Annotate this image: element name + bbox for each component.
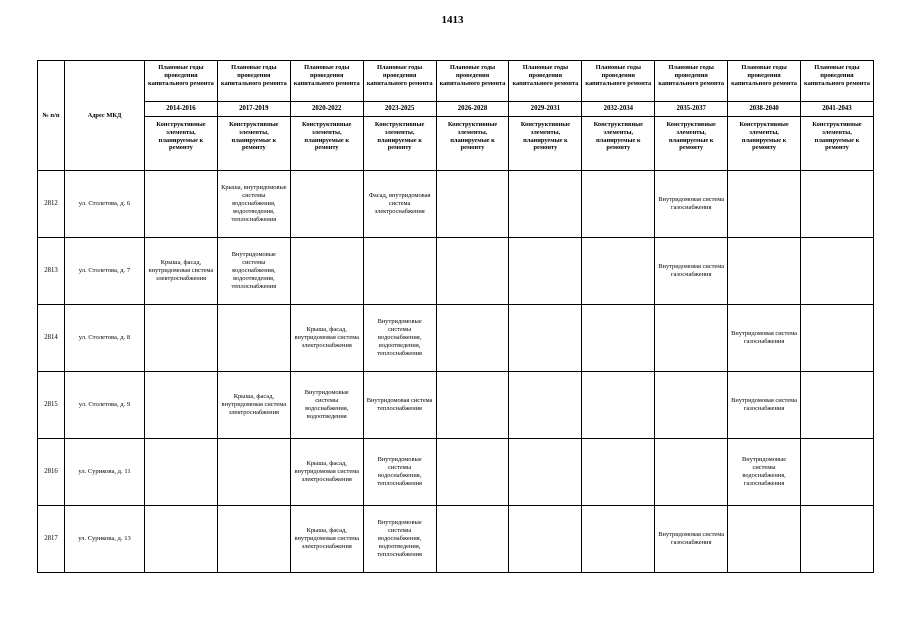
repair-elements-cell: Крыша, фасад, внутридомовая система электроснабжения (290, 506, 363, 573)
table-row (38, 238, 874, 305)
header-row-periods (38, 102, 874, 117)
repair-elements-cell: Внутридомовая система теплоснабжения (363, 372, 436, 439)
capital-repair-schedule-table (37, 60, 874, 573)
column-header-plan-title: Плановые годы проведения капитального ремонта (655, 61, 728, 102)
row-number: 2817 (38, 506, 65, 573)
column-header-plan-title: Плановые годы проведения капитального ремонта (509, 61, 582, 102)
row-number: 2812 (38, 171, 65, 238)
repair-elements-cell (582, 305, 655, 372)
repair-elements-cell (801, 506, 874, 573)
repair-elements-cell (290, 171, 363, 238)
column-header-period: 2014-2016 (145, 102, 218, 117)
repair-elements-cell (363, 238, 436, 305)
column-header-period: 2032-2034 (582, 102, 655, 117)
repair-elements-cell (436, 238, 509, 305)
row-number: 2814 (38, 305, 65, 372)
repair-elements-cell: Внутридомовая система газоснабжения (655, 171, 728, 238)
table-row (38, 372, 874, 439)
repair-elements-cell (582, 171, 655, 238)
repair-elements-cell (509, 171, 582, 238)
column-header-address: Адрес МКД (65, 61, 145, 171)
column-header-elements: Конструктивные элементы, планируемые к ремонту (436, 117, 509, 171)
row-address: ул. Столетова, д. 6 (65, 171, 145, 238)
repair-elements-cell: Внутридомовые системы водоснабжения, теплоснабжения (363, 439, 436, 506)
repair-elements-cell (728, 171, 801, 238)
repair-elements-cell (436, 506, 509, 573)
column-header-plan-title: Плановые годы проведения капитального ремонта (145, 61, 218, 102)
column-header-period: 2038-2040 (728, 102, 801, 117)
column-header-plan-title: Плановые годы проведения капитального ремонта (217, 61, 290, 102)
repair-elements-cell (217, 305, 290, 372)
row-address: ул. Сурикова, д. 13 (65, 506, 145, 573)
repair-elements-cell (436, 372, 509, 439)
column-header-period: 2026-2028 (436, 102, 509, 117)
repair-elements-cell (509, 372, 582, 439)
repair-elements-cell: Внутридомовая система газоснабжения (728, 372, 801, 439)
column-header-plan-title: Плановые годы проведения капитального ремонта (363, 61, 436, 102)
repair-elements-cell (436, 171, 509, 238)
repair-elements-cell (217, 506, 290, 573)
header-row-titles (38, 61, 874, 102)
repair-elements-cell (145, 171, 218, 238)
repair-elements-cell (290, 238, 363, 305)
table-row (38, 439, 874, 506)
repair-elements-cell: Внутридомовые системы водоснабжения, газоснабжения (728, 439, 801, 506)
repair-elements-cell (509, 305, 582, 372)
row-address: ул. Сурикова, д. 11 (65, 439, 145, 506)
column-header-period: 2017-2019 (217, 102, 290, 117)
row-number: 2813 (38, 238, 65, 305)
column-header-period: 2041-2043 (801, 102, 874, 117)
repair-elements-cell (801, 171, 874, 238)
repair-elements-cell: Внутридомовые системы водоснабжения, водоотведения, теплоснабжения (363, 506, 436, 573)
repair-elements-cell (582, 372, 655, 439)
repair-elements-cell (655, 372, 728, 439)
row-address: ул. Столетова, д. 7 (65, 238, 145, 305)
repair-elements-cell: Внутридомовые системы водоснабжения, водоотведения, теплоснабжения (217, 238, 290, 305)
column-header-period: 2035-2037 (655, 102, 728, 117)
column-header-elements: Конструктивные элементы, планируемые к ремонту (801, 117, 874, 171)
repair-elements-cell: Внутридомовые системы водоснабжения, водоотведения (290, 372, 363, 439)
header-row-elements (38, 117, 874, 171)
row-address: ул. Столетова, д. 8 (65, 305, 145, 372)
table-body (38, 61, 874, 573)
repair-elements-cell (509, 439, 582, 506)
repair-elements-cell (655, 305, 728, 372)
column-header-elements: Конструктивные элементы, планируемые к ремонту (363, 117, 436, 171)
repair-elements-cell: Внутридомовые системы водоснабжения, водоотведения, теплоснабжения (363, 305, 436, 372)
repair-elements-cell: Внутридомовая система газоснабжения (728, 305, 801, 372)
column-header-plan-title: Плановые годы проведения капитального ремонта (290, 61, 363, 102)
table-row (38, 171, 874, 238)
repair-elements-cell (582, 506, 655, 573)
repair-elements-cell (509, 238, 582, 305)
page-number: 1413 (441, 14, 464, 26)
column-header-elements: Конструктивные элементы, планируемые к ремонту (145, 117, 218, 171)
repair-elements-cell (436, 305, 509, 372)
repair-elements-cell: Крыша, фасад, внутридомовая система электроснабжения (290, 439, 363, 506)
column-header-elements: Конструктивные элементы, планируемые к ремонту (655, 117, 728, 171)
repair-elements-cell (582, 439, 655, 506)
table-row (38, 305, 874, 372)
column-header-elements: Конструктивные элементы, планируемые к ремонту (509, 117, 582, 171)
repair-elements-cell (728, 238, 801, 305)
repair-elements-cell (509, 506, 582, 573)
column-header-elements: Конструктивные элементы, планируемые к ремонту (728, 117, 801, 171)
column-header-num: № п/п (38, 61, 65, 171)
repair-elements-cell (145, 439, 218, 506)
column-header-plan-title: Плановые годы проведения капитального ремонта (801, 61, 874, 102)
repair-elements-cell (801, 439, 874, 506)
column-header-period: 2029-2031 (509, 102, 582, 117)
repair-elements-cell (801, 372, 874, 439)
repair-elements-cell (436, 439, 509, 506)
repair-elements-cell (801, 238, 874, 305)
repair-elements-cell: Крыша, фасад, внутридомовая система электроснабжения (145, 238, 218, 305)
repair-elements-cell: Крыша, внутридомовые системы водоснабжения, водоотведения, теплоснабжения (217, 171, 290, 238)
repair-elements-cell (801, 305, 874, 372)
column-header-plan-title: Плановые годы проведения капитального ремонта (436, 61, 509, 102)
repair-elements-cell (728, 506, 801, 573)
row-number: 2816 (38, 439, 65, 506)
column-header-elements: Конструктивные элементы, планируемые к ремонту (290, 117, 363, 171)
column-header-elements: Конструктивные элементы, планируемые к ремонту (217, 117, 290, 171)
row-number: 2815 (38, 372, 65, 439)
column-header-plan-title: Плановые годы проведения капитального ремонта (728, 61, 801, 102)
repair-elements-cell (655, 439, 728, 506)
repair-elements-cell (217, 439, 290, 506)
repair-elements-cell: Внутридомовая система газоснабжения (655, 506, 728, 573)
repair-elements-cell (145, 372, 218, 439)
table-row (38, 506, 874, 573)
repair-elements-cell: Крыша, фасад, внутридомовая система электроснабжения (217, 372, 290, 439)
column-header-period: 2023-2025 (363, 102, 436, 117)
row-address: ул. Столетова, д. 9 (65, 372, 145, 439)
repair-elements-cell: Крыша, фасад, внутридомовая система электроснабжения (290, 305, 363, 372)
repair-elements-cell (582, 238, 655, 305)
repair-elements-cell: Внутридомовая система газоснабжения (655, 238, 728, 305)
repair-elements-cell (145, 305, 218, 372)
column-header-elements: Конструктивные элементы, планируемые к ремонту (582, 117, 655, 171)
column-header-plan-title: Плановые годы проведения капитального ремонта (582, 61, 655, 102)
column-header-period: 2020-2022 (290, 102, 363, 117)
repair-elements-cell: Фасад, внутридомовая система электроснабжения (363, 171, 436, 238)
repair-elements-cell (145, 506, 218, 573)
